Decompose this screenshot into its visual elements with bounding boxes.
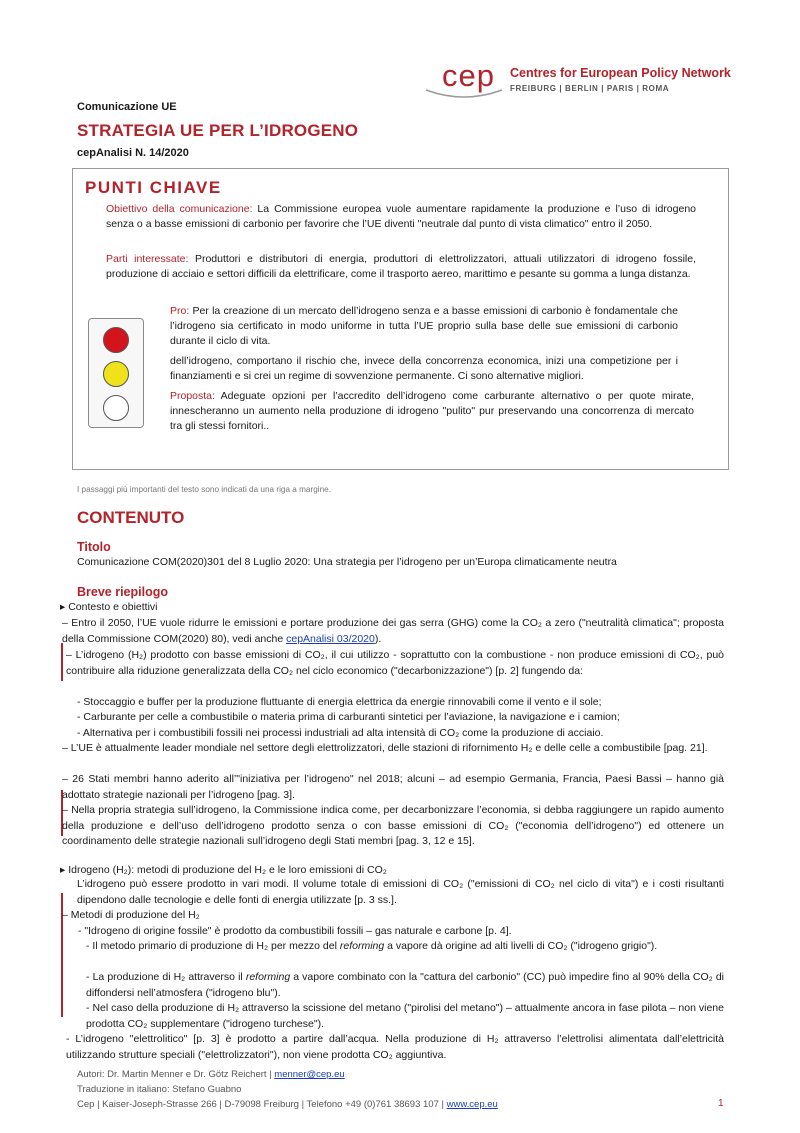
document-kind: Comunicazione UE bbox=[77, 101, 177, 113]
method-turquoise: - Nel caso della produzione di H₂ attraverso la scissione del metano ("pirolisi del metano") – attualmente ancora in fase pilota – non viene prodotta CO₂ supplementare ("idrogeno turchese"). bbox=[86, 1002, 724, 1030]
document-title: STRATEGIA UE PER L’IDROGENO bbox=[77, 121, 359, 140]
key-points-title: PUNTI CHIAVE bbox=[85, 178, 222, 197]
method-grey: - Il metodo primario di produzione di H₂ per mezzo del reforming a vapore dà origine ad alti livelli di CO₂ ("idrogeno grigio"). bbox=[86, 940, 658, 952]
bullet-eu-leader: – L’UE è attualmente leader mondiale nel settore degli elettrolizzatori, delle stazioni di rifornimento H₂ e delle celle a combustibile [pag. 21]. bbox=[62, 742, 708, 754]
objective-text: La Commissione europea vuole aumentare rapidamente la produzione e l’uso di idrogeno senza o a basse emissioni di carbonio per favorire che l’UE diventi "neutrale dal punto di vista climatico" entro il 2050. bbox=[106, 203, 696, 231]
pro-label: Pro: bbox=[170, 305, 190, 317]
dash-icon: – bbox=[66, 649, 76, 661]
stakeholders-label: Parti interessate: bbox=[106, 253, 189, 265]
traffic-light-icon bbox=[88, 318, 144, 428]
production-intro: L’idrogeno può essere prodotto in vari modi. Il volume totale di emissioni di CO₂ ("emissioni di CO₂ nel ciclo di vita") e i costi risultanti dipendono dalle tecnologie e delle fonti di energia utilizzate [p. 3 ss.]. bbox=[77, 878, 724, 906]
proposal-label: Proposta: bbox=[170, 390, 215, 402]
yellow-lamp-icon bbox=[103, 361, 129, 387]
margin-mark bbox=[61, 643, 63, 681]
author-email-link[interactable]: menner@cep.eu bbox=[274, 1069, 345, 1080]
section-production-heading: ▸ Idrogeno (H₂): metodi di produzione del H₂ e le loro emissioni di CO₂ bbox=[60, 864, 387, 876]
methods-heading: – Metodi di produzione del H₂ bbox=[62, 909, 200, 921]
method-electrolytic: - L’idrogeno "elettrolitico" [p. 3] è prodotto a partire dall’acqua. Nella produzione di H₂ attraverso l’elettrolisi alimentata dall’elettricità utilizzando strutture speciali ("elettrolizzatori"), non viene prodotta CO₂ aggiuntiva. bbox=[66, 1033, 724, 1061]
content-heading: CONTENUTO bbox=[77, 508, 185, 527]
summary-label: Breve riepilogo bbox=[77, 585, 168, 599]
proposal-paragraph bbox=[170, 389, 694, 435]
dash-icon: – bbox=[62, 742, 71, 754]
triangle-bullet-icon: ▸ bbox=[60, 601, 69, 613]
title-text: Comunicazione COM(2020)301 del 8 Luglio 2020: Una strategia per l’idrogeno per un’Europa climaticamente neutra bbox=[77, 556, 617, 568]
footer-address: Cep | Kaiser-Joseph-Strasse 266 | D-79098 Freiburg | Telefono +49 (0)761 38693 107 | www.cep.eu bbox=[77, 1099, 498, 1110]
dash-icon: – bbox=[62, 773, 73, 785]
dash-icon: – bbox=[62, 804, 72, 816]
bullet-2050: – Entro il 2050, l’UE vuole ridurre le emissioni e portare produzione dei gas serra (GHG) come la CO₂ a zero ("neutralità climatica"; proposta della Commissione COM(2020) 80), vedi anche cepAnalisi 03/2020). bbox=[62, 617, 724, 645]
sub-bullet-alternative: - Alternativa per i combustibili fossili nei processi industriali ad alta intensità di CO₂ come la produzione di acciaio. bbox=[77, 727, 604, 739]
bullet-member-states: – 26 Stati membri hanno aderito all’"iniziativa per l’idrogeno" nel 2018; alcuni – ad esempio Germania, Francia, Paesi Bassi – hanno già adottato strategie nazionali per l’idrogeno [pag. 3]. bbox=[62, 773, 724, 801]
org-name: Centres for European Policy Network bbox=[510, 66, 731, 80]
contra-paragraph: dell’idrogeno, comportano il rischio che, invece della concorrenza economica, inizi una competizione per i finanziamenti e si crei un regime di sovvenzione permanente. Ci sono alternative migliori. bbox=[170, 355, 678, 383]
objective-paragraph bbox=[106, 202, 696, 232]
stakeholders-paragraph bbox=[106, 252, 696, 282]
bullet-strategy: – Nella propria strategia sull’idrogeno, la Commissione indica come, per decarbonizzare l’economia, si debba raggiungere un rapido aumento della produzione e dell’uso dell’idrogeno prodotto senza o con basse emissioni di CO₂ ("economia dell’idrogeno") ed ottenere un coordinamento delle strategie nazionali sull’idrogeno degli Stati membri [pag. 3, 12 e 15]. bbox=[62, 804, 724, 847]
footer-translation: Traduzione in italiano: Stefano Guabno bbox=[77, 1084, 242, 1095]
title-label: Titolo bbox=[77, 540, 111, 554]
method-blue: - La produzione di H₂ attraverso il reforming a vapore combinato con la "cattura del carbonio" (CC) può impedire fino al 90% della CO₂ di diffondersi nell’atmosfera ("idrogeno blu"). bbox=[86, 971, 724, 999]
footer bbox=[77, 1067, 498, 1112]
method-fossil: - "Idrogeno di origine fossile" è prodotto da combustibili fossili – gas naturale e carbone [p. 4]. bbox=[78, 925, 512, 937]
triangle-bullet-icon: ▸ bbox=[60, 864, 69, 876]
off-lamp-icon bbox=[103, 395, 129, 421]
bullet-hydrogen: – L’idrogeno (H₂) prodotto con basse emissioni di CO₂, il cui utilizzo - soprattutto con la combustione - non produce emissioni di CO₂, può contribuire alla riduzione generalizzata della CO₂ nel ciclo economico ("decarbonizzazione") [p. 2] fungendo da: bbox=[66, 649, 724, 677]
logo-text: cep bbox=[442, 58, 495, 93]
pro-paragraph bbox=[170, 304, 678, 350]
org-cities: FREIBURG | BERLIN | PARIS | ROMA bbox=[510, 84, 670, 93]
sub-bullet-storage: - Stoccaggio e buffer per la produzione fluttuante di energia elettrica da energie rinnovabili come il vento e il sole; bbox=[77, 696, 602, 708]
margin-note: I passaggi più importanti del testo sono indicati da una riga a margine. bbox=[77, 485, 331, 494]
dash-icon: – bbox=[62, 617, 72, 629]
sub-bullet-fuel: - Carburante per celle a combustibile o materia prima di carburanti sintetici per l’aviazione, la navigazione e i camion; bbox=[77, 711, 620, 723]
objective-label: Obiettivo della comunicazione: bbox=[106, 203, 253, 215]
pro-text: Per la creazione di un mercato dell’idrogeno senza e a basse emissioni di carbonio è fondamentale che l’idrogeno sia certificato in modo uniforme in tutta l’UE proprio sulla base delle sue emissioni di carbonio durante il ciclo di vita. bbox=[170, 305, 678, 348]
document-number: cepAnalisi N. 14/2020 bbox=[77, 147, 189, 159]
red-lamp-icon bbox=[103, 327, 129, 353]
website-link[interactable]: www.cep.eu bbox=[446, 1099, 498, 1110]
footer-authors: Autori: Dr. Martin Menner e Dr. Götz Reichert | menner@cep.eu bbox=[77, 1069, 345, 1080]
section-context-heading: ▸ Contesto e obiettivi bbox=[60, 601, 158, 613]
cep-logo bbox=[424, 58, 731, 102]
stakeholders-text: Produttori e distributori di energia, produttori di elettrolizzatori, attuali utilizzatori di idrogeno fossile, produzione di acciaio e settori difficili da elettrificare, come il trasporto aereo, marittimo e pesante su gomma a lunga distanza. bbox=[106, 253, 696, 281]
proposal-text: Adeguate opzioni per l’accredito dell’idrogeno come carburante alternativo o per quote mirate, innescheranno un aumento nella produzione di idrogeno "pulito" pur preservando una concorrenza di mercato tra gli stessi fornitori.. bbox=[170, 390, 694, 433]
page-number: 1 bbox=[718, 1098, 724, 1109]
dash-icon: – bbox=[62, 909, 71, 921]
cepanalisi-link[interactable]: cepAnalisi 03/2020 bbox=[286, 632, 375, 645]
